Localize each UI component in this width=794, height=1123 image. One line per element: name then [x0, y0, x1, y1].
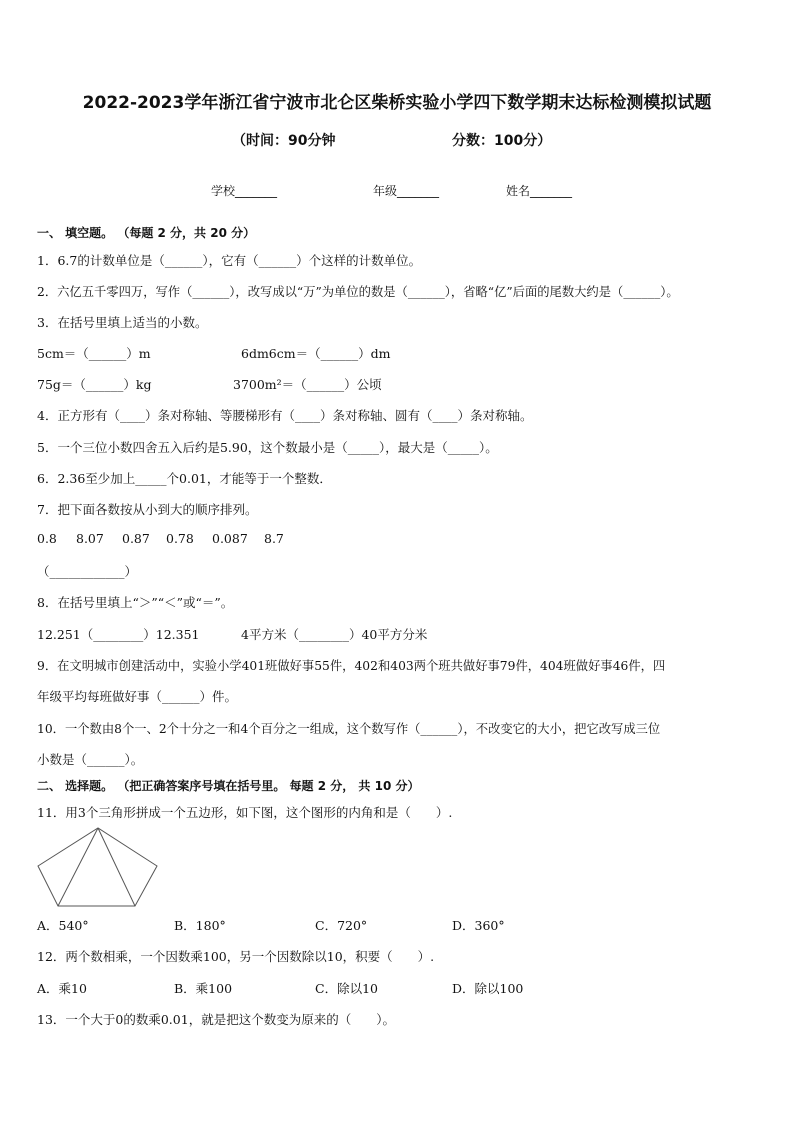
triangle-divider [58, 828, 98, 906]
question-13: 13．一个大于0的数乘0.01，就是把这个数变为原来的（ ）。 [37, 1012, 395, 1027]
q7-number: 0.8 [37, 531, 57, 546]
question-7: 7．把下面各数按从小到大的顺序排列。 [37, 502, 258, 517]
grade-field: 年级_______ [373, 184, 440, 198]
q7-number: 0.78 [166, 531, 194, 546]
question-8: 8．在括号里填上“＞”“＜”或“＝”。 [37, 595, 234, 610]
question-3b: 6dm6cm＝（______）dm [241, 346, 391, 361]
question-11: 11．用3个三角形拼成一个五边形，如下图，这个图形的内角和是（ ）. [37, 805, 453, 820]
exam-time: （时间：90分钟 [232, 133, 336, 149]
page-title: 2022-2023学年浙江省宁波市北仑区柴桥实验小学四下数学期末达标检测模拟试题 [82, 93, 712, 113]
q11-option-c: C．720° [315, 918, 368, 933]
question-4: 4．正方形有（____）条对称轴、等腰梯形有（____）条对称轴、圆有（____）条对称轴。 [37, 408, 533, 423]
question-8b: 4平方米（________）40平方分米 [241, 627, 428, 642]
q7-number: 8.07 [76, 531, 104, 546]
pentagon-figure [36, 826, 160, 908]
question-5: 5．一个三位小数四舍五入后约是5.90，这个数最小是（_____），最大是（_____）。 [37, 440, 498, 455]
q7-number: 0.87 [122, 531, 150, 546]
name-field: 姓名_______ [506, 184, 573, 198]
question-8a: 12.251（________）12.351 [37, 627, 200, 642]
q7-number: 8.7 [264, 531, 284, 546]
q12-option-a: A．乘10 [37, 981, 87, 996]
question-10-line2: 小数是（______）。 [37, 752, 144, 767]
question-6: 6．2.36至少加上_____个0.01，才能等于一个整数． [37, 471, 332, 486]
question-3d: 3700m²＝（______）公顷 [233, 377, 382, 392]
question-3: 3．在括号里填上适当的小数。 [37, 315, 208, 330]
question-9-line1: 9．在文明城市创建活动中，实验小学401班做好事55件，402和403两个班共做好事79件，404班做好事46件，四 [37, 659, 666, 673]
section-heading-fill-in: 一、 填空题。 （每题 2 分，共 20 分） [37, 226, 256, 240]
q7-answer-blank: （____________） [37, 564, 138, 579]
q12-option-d: D．除以100 [452, 981, 524, 996]
question-9-line2: 年级平均每班做好事（______）件。 [37, 689, 238, 704]
pentagon-outline [38, 828, 157, 906]
q12-option-b: B．乘100 [174, 981, 233, 996]
q11-option-b: B．180° [174, 918, 226, 933]
q7-number: 0.087 [212, 531, 248, 546]
question-10-line1: 10．一个数由8个一、2个十分之一和4个百分之一组成，这个数写作（______），不改变它的大小，把它改写成三位 [37, 722, 661, 736]
question-12: 12．两个数相乘，一个因数乘100，另一个因数除以10，积要（ ）. [37, 949, 435, 964]
question-2: 2．六亿五千零四万，写作（______），改写成以“万”为单位的数是（______），省略“亿”后面的尾数大约是（______）。 [37, 285, 679, 299]
school-field: 学校_______ [211, 184, 278, 198]
q12-option-c: C．除以10 [315, 981, 378, 996]
section-heading-choice: 二、 选择题。 （把正确答案序号填在括号里。 每题 2 分， 共 10 分） [37, 779, 420, 793]
q11-option-a: A．540° [37, 918, 89, 933]
exam-score: 分数：100分） [452, 133, 552, 149]
question-1: 1．6.7的计数单位是（______），它有（______）个这样的计数单位。 [37, 253, 422, 268]
question-3a: 5cm＝（______）m [37, 346, 151, 361]
q11-option-d: D．360° [452, 918, 505, 933]
question-3c: 75g＝（______）kg [37, 377, 152, 392]
